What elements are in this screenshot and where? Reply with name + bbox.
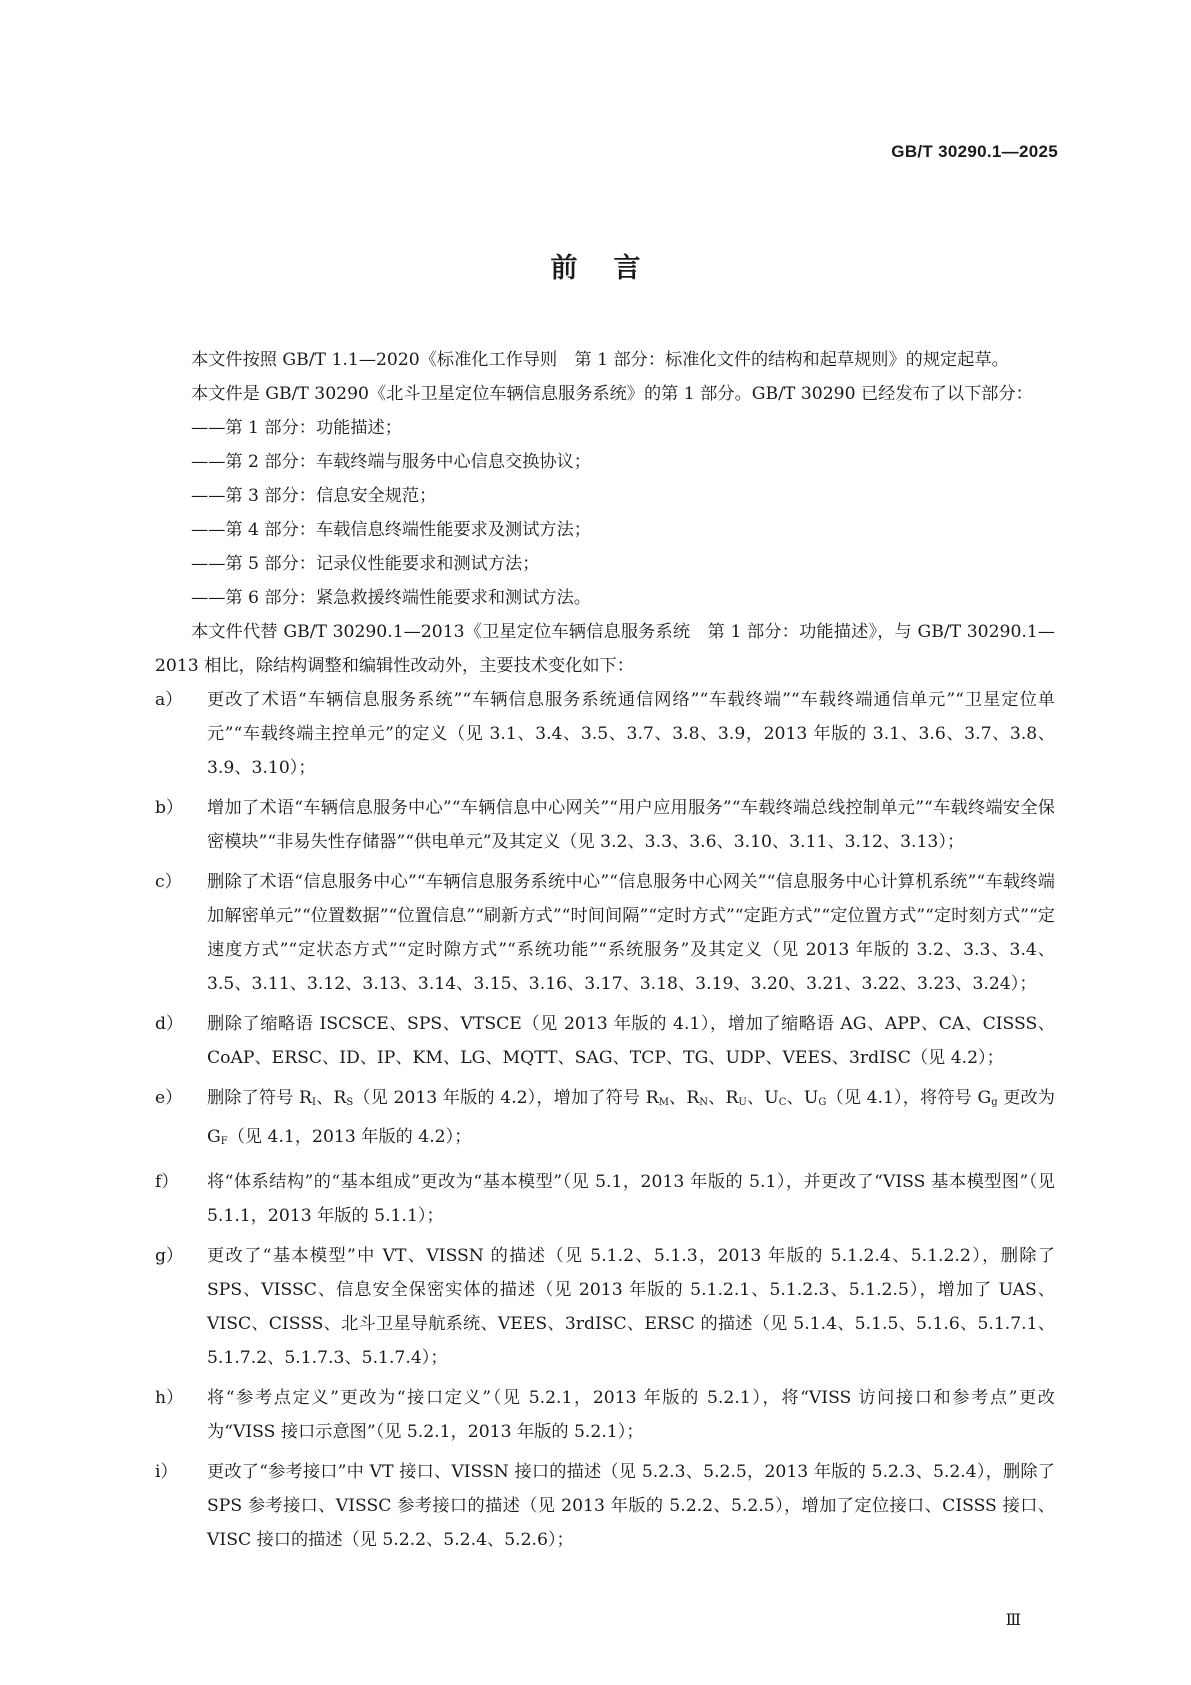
item-text: 更改了“参考接口”中 VT 接口、VISSN 接口的描述（见 5.2.3、5.2.5，2013 年版的 5.2.3、5.2.4），删除了 SPS 参考接口、VISSC 参考接口的描述（见 2013 年版的 5.2.2、5.2.5），增加了定位接口、CISSS 接口、VISC 接口的描述（见 5.2.2、5.2.4、5.2.6）； [207, 1462, 1055, 1550]
item-label: b） [155, 798, 184, 818]
list-item: ——第 2 部分：车载终端与服务中心信息交换协议； [191, 452, 591, 472]
item-label: f） [155, 1172, 179, 1192]
item-text: 将“体系结构”的“基本组成”更改为“基本模型”（见 5.1，2013 年版的 5.1），并更改了“VISS 基本模型图”（见 5.1.1，2013 年版的 5.1.1）； [207, 1172, 1055, 1226]
paragraph-replacement: 本文件代替 GB/T 30290.1—2013《卫星定位车辆信息服务系统 第 1 部分：功能描述》，与 GB/T 30290.1—2013 相比，除结构调整和编辑性改动外，主要技术变化如下： [155, 622, 1055, 676]
change-item-c [127, 865, 1055, 1001]
change-item-d [127, 1007, 1055, 1075]
item-label: c） [155, 872, 182, 892]
item-label: i） [155, 1462, 178, 1482]
item-text: 删除了缩略语 ISCSCE、SPS、VTSCE（见 2013 年版的 4.1），增加了缩略语 AG、APP、CA、CISSS、CoAP、ERSC、ID、IP、KM、LG、MQTT、SAG、TCP、TG、UDP、VEES、3rdISC（见 4.2）； [207, 1014, 1055, 1068]
list-item: ——第 4 部分：车载信息终端性能要求及测试方法； [191, 520, 591, 540]
item-label: e） [155, 1088, 183, 1108]
item-text: 删除了符号 $R_I$、$R_S$（见 2013 年版的 4.2），增加了符号 $R_M$、$R_N$、$R_U$、$U_C$、$U_G$（见 4.1），将符号 $G_g$ 更改为 $G_F$（见 4.1，2013 年版的 4.2）； [207, 1088, 1055, 1147]
item-label: a） [155, 690, 183, 710]
change-item-h [127, 1381, 1055, 1449]
change-item-i [127, 1455, 1055, 1557]
item-text: 增加了术语“车辆信息服务中心”“车辆信息中心网关”“用户应用服务”“车载终端总线控制单元”“车载终端安全保密模块”“非易失性存储器”“供电单元”及其定义（见 3.2、3.3、3.6、3.10、3.11、3.12、3.13）； [207, 798, 1055, 852]
item-text: 删除了术语“信息服务中心”“车辆信息服务系统中心”“信息服务中心网关”“信息服务中心计算机系统”“车载终端加解密单元”“位置数据”“位置信息”“刷新方式”“时间间隔”“定时方式”“定距方式”“定位置方式”“定时刻方式”“定速度方式”“定状态方式”“定时隙方式”“系统功能”“系统服务”及其定义（见 2013 年版的 3.2、3.3、3.4、3.5、3.11、3.12、3.13、3.14、3.15、3.16、3.17、3.18、3.19、3.20、3.21、3.22、3.23、3.24）； [207, 872, 1055, 994]
item-text: 将“参考点定义”更改为“接口定义”（见 5.2.1，2013 年版的 5.2.1），将“VISS 访问接口和参考点”更改为“VISS 接口示意图”（见 5.2.1，2013 年版的 5.2.1）； [207, 1388, 1055, 1442]
change-item-b [127, 791, 1055, 859]
list-item: ——第 5 部分：记录仪性能要求和测试方法； [191, 554, 540, 574]
change-item-e [127, 1081, 1055, 1159]
list-item: ——第 6 部分：紧急救援终端性能要求和测试方法。 [191, 588, 591, 608]
parts-list [155, 411, 1055, 615]
standard-number: GB/T 30290.1—2025 [891, 142, 1058, 161]
paragraph-drafting-rules: 本文件按照 GB/T 1.1—2020《标准化工作导则 第 1 部分：标准化文件的结构和起草规则》的规定起草。 [191, 350, 1009, 370]
change-item-a [127, 683, 1055, 785]
item-label: g） [155, 1246, 184, 1266]
list-item: ——第 3 部分：信息安全规范； [191, 486, 437, 506]
change-item-f [127, 1165, 1055, 1233]
document-body [155, 343, 1055, 1563]
item-label: h） [155, 1388, 184, 1408]
paragraph-series-intro: 本文件是 GB/T 30290《北斗卫星定位车辆信息服务系统》的第 1 部分。GB/T 30290 已经发布了以下部分： [191, 384, 1033, 404]
page-title: 前言 [550, 253, 677, 284]
item-text: 更改了“基本模型”中 VT、VISSN 的描述（见 5.1.2、5.1.3，2013 年版的 5.1.2.4、5.1.2.2），删除了 SPS、VISSC、信息安全保密实体的描述（见 2013 年版的 5.1.2.1、5.1.2.3、5.1.2.5），增加了 UAS、VISC、CISSS、北斗卫星导航系统、VEES、3rdISC、ERSC 的描述（见 5.1.4、5.1.5、5.1.6、5.1.7.1、5.1.7.2、5.1.7.3、5.1.7.4）； [207, 1246, 1055, 1368]
changes-list [127, 683, 1055, 1557]
item-label: d） [155, 1014, 184, 1034]
change-item-g [127, 1239, 1055, 1375]
list-item: ——第 1 部分：功能描述； [191, 418, 402, 438]
item-text: 更改了术语“车辆信息服务系统”“车辆信息服务系统通信网络”“车载终端”“车载终端通信单元”“卫星定位单元”“车载终端主控单元”的定义（见 3.1、3.4、3.5、3.7、3.8、3.9，2013 年版的 3.1、3.6、3.7、3.8、3.9、3.10）； [207, 690, 1055, 778]
page-number: Ⅲ [1005, 1610, 1021, 1629]
